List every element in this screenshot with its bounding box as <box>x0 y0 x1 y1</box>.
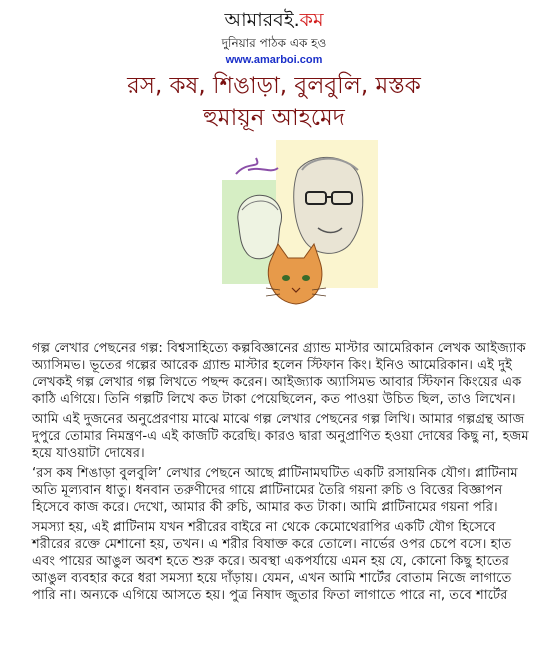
tagline: দুনিয়ার পাঠক এক হও <box>221 36 327 50</box>
book-title: রস, কষ, শিঙাড়া, বুলবুলি, মস্তক <box>127 73 421 99</box>
purple-scribble <box>236 158 278 174</box>
brand-logo <box>0 8 548 32</box>
paragraph-4: সমস্যা হয়, এই প্লাটিনাম যখন শরীরের বাইরে না থেকে কেমোথেরাপির একটি যৌগ হিসেবে শরীরের রক্তে মেশানো হয়, তখন। এ শরীর বিষাক্ত করে তোলে। নার্ভের ওপর চেপে বসে। হাত এবং পায়ের আঙুল অবশ হতে শুরু করে। অবস্থা একপর্যায়ে এমন হয় যে, কোনো কিছু হাতের আঙুল ব্যবহার করে ধরা সমস্যা হয়ে দাঁড়ায়। যেমন, এখন আমি শার্টের বোতাম নিজে লাগাতে পারি না। অন্যকে এগিয়ে আসতে হয়। পুত্র নিষাদ জুতার ফিতা লাগাতে পারে না, তবে শার্টের <box>32 520 512 603</box>
paragraph-3: ‘রস কষ শিঙাড়া বুলবুলি’ লেখার পেছনে আছে প্লাটিনামঘটিত একটি রসায়নিক যৌগ। প্লাটিনাম অতি মূল্যবান ধাতু। ধনবান তরুণীদের গায়ে প্লাটিনামের তৈরি গয়না রুচি ও বিত্তের বিজ্ঞাপন হিসেবে কাজ করে। দেখো, আমার কী রুচি, আমার কত টাকা। আমি প্লাটিনামের গয়না পরি। <box>32 466 518 515</box>
paragraph-2: আমি এই দুজনের অনুপ্রেরণায় মাঝে মাঝে গল্প লেখার পেছনের গল্প লিখি। আমার গল্পগ্রন্থ আজ দুপুরে তোমার নিমন্ত্রণ-এ এই কাজটি করেছি। কারও দ্বারা অনুপ্রাণিত হওয়া দোষের কিছু না, হজম হয়ে যাওয়াটা দোষের। <box>32 412 529 461</box>
brand-name: আমারবই <box>224 9 294 31</box>
cover-artwork <box>218 140 378 316</box>
child-head <box>238 195 282 259</box>
brand-suffix: কম <box>299 9 324 31</box>
book-author: হুমায়ূন আহমেদ <box>203 105 345 131</box>
brand-dot: . <box>293 9 300 31</box>
cover-illustration <box>218 140 378 316</box>
cat-eye-right <box>302 275 310 281</box>
website-link[interactable]: www.amarboi.com <box>225 54 323 66</box>
paragraph-1: গল্প লেখার পেছনের গল্প: বিশ্বসাহিত্যে কল্পবিজ্ঞানের গ্র্যান্ড মাস্টার আমেরিকান লেখক আইজ্যাক অ্যাসিমভ। ভূতের গল্পের আরেক গ্র্যান্ড মাস্টার হলেন স্টিফান কিং। ইনিও আমেরিকান। এই দুই লেখকই গল্প লেখার গল্প লিখতে পছন্দ করেন। আইজ্যাক অ্যাসিমভ আবার স্টিফান কিংয়ের এক কাঠি এগিয়ে। তিনি গল্পটি লিখে কত টাকা পেয়েছিলেন, কত পাওয়া উচিত ছিল, তাও লিখেন। <box>32 341 526 407</box>
book-excerpt <box>32 340 530 607</box>
author-portrait-face <box>294 157 363 253</box>
cat-eye-left <box>282 275 290 281</box>
